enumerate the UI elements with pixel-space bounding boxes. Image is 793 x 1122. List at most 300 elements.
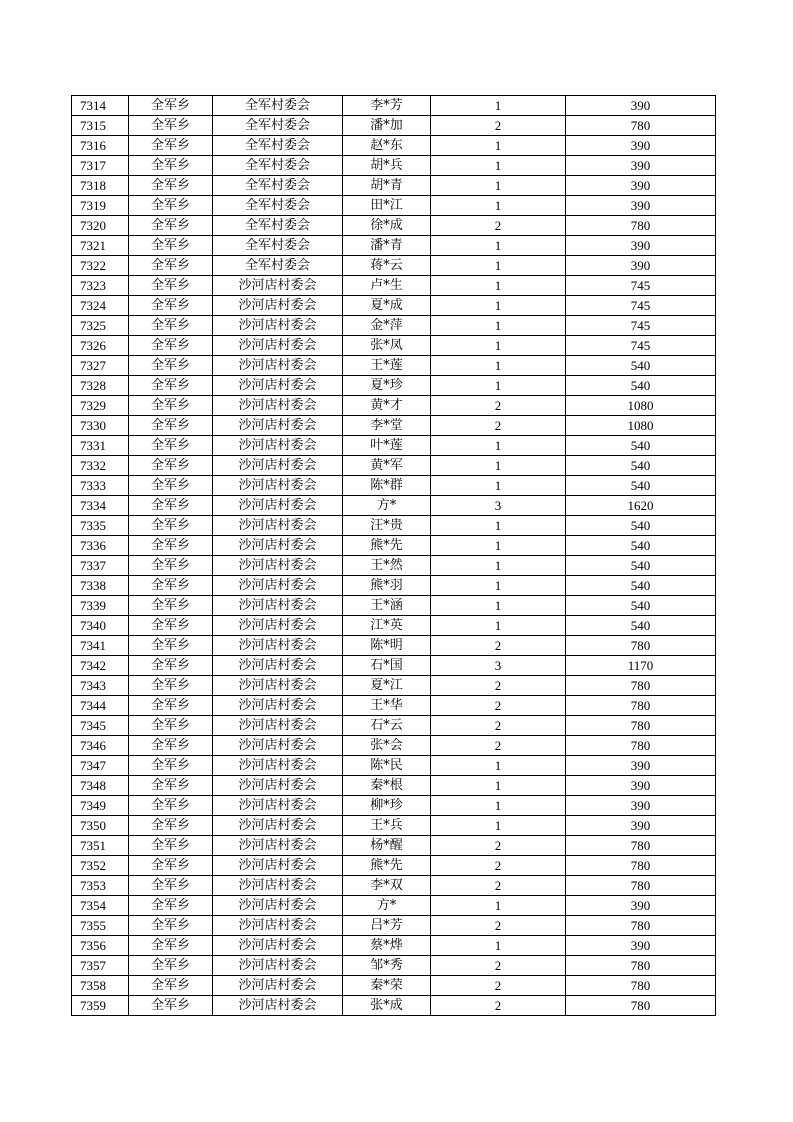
village-committee-cell: 沙河店村委会: [213, 696, 343, 716]
township-cell: 全军乡: [129, 916, 213, 936]
township-cell: 全军乡: [129, 616, 213, 636]
table-row: [72, 896, 716, 916]
recipient-name-cell: 杨*醒: [343, 836, 431, 856]
table-row: [72, 856, 716, 876]
amount-cell: 780: [566, 116, 716, 136]
record-number-cell: 7336: [72, 536, 129, 556]
village-committee-cell: 全军村委会: [213, 216, 343, 236]
household-count-cell: 1: [431, 456, 566, 476]
record-number-cell: 7331: [72, 436, 129, 456]
household-count-cell: 1: [431, 576, 566, 596]
household-count-cell: 1: [431, 756, 566, 776]
record-number-cell: 7319: [72, 196, 129, 216]
recipient-name-cell: 邹*秀: [343, 956, 431, 976]
amount-cell: 780: [566, 856, 716, 876]
amount-cell: 1620: [566, 496, 716, 516]
township-cell: 全军乡: [129, 496, 213, 516]
township-cell: 全军乡: [129, 696, 213, 716]
table-row: [72, 916, 716, 936]
village-committee-cell: 沙河店村委会: [213, 776, 343, 796]
amount-cell: 780: [566, 996, 716, 1016]
amount-cell: 1080: [566, 396, 716, 416]
amount-cell: 780: [566, 836, 716, 856]
roster-table: [71, 95, 716, 1016]
village-committee-cell: 沙河店村委会: [213, 916, 343, 936]
village-committee-cell: 沙河店村委会: [213, 636, 343, 656]
amount-cell: 745: [566, 296, 716, 316]
household-count-cell: 2: [431, 956, 566, 976]
table-row: [72, 676, 716, 696]
household-count-cell: 1: [431, 516, 566, 536]
table-row: [72, 536, 716, 556]
recipient-name-cell: 王*华: [343, 696, 431, 716]
township-cell: 全军乡: [129, 296, 213, 316]
amount-cell: 390: [566, 196, 716, 216]
village-committee-cell: 沙河店村委会: [213, 996, 343, 1016]
township-cell: 全军乡: [129, 756, 213, 776]
record-number-cell: 7353: [72, 876, 129, 896]
amount-cell: 390: [566, 936, 716, 956]
table-row: [72, 376, 716, 396]
household-count-cell: 1: [431, 156, 566, 176]
village-committee-cell: 全军村委会: [213, 96, 343, 116]
household-count-cell: 2: [431, 116, 566, 136]
record-number-cell: 7333: [72, 476, 129, 496]
household-count-cell: 1: [431, 176, 566, 196]
household-count-cell: 1: [431, 356, 566, 376]
recipient-name-cell: 张*成: [343, 996, 431, 1016]
household-count-cell: 2: [431, 716, 566, 736]
amount-cell: 390: [566, 236, 716, 256]
village-committee-cell: 沙河店村委会: [213, 516, 343, 536]
table-row: [72, 176, 716, 196]
recipient-name-cell: 陈*民: [343, 756, 431, 776]
amount-cell: 540: [566, 516, 716, 536]
recipient-name-cell: 金*萍: [343, 316, 431, 336]
table-row: [72, 876, 716, 896]
village-committee-cell: 沙河店村委会: [213, 876, 343, 896]
recipient-name-cell: 王*莲: [343, 356, 431, 376]
household-count-cell: 1: [431, 776, 566, 796]
amount-cell: 780: [566, 716, 716, 736]
township-cell: 全军乡: [129, 376, 213, 396]
village-committee-cell: 沙河店村委会: [213, 716, 343, 736]
township-cell: 全军乡: [129, 336, 213, 356]
recipient-name-cell: 夏*江: [343, 676, 431, 696]
amount-cell: 390: [566, 796, 716, 816]
amount-cell: 540: [566, 376, 716, 396]
recipient-name-cell: 王*兵: [343, 816, 431, 836]
village-committee-cell: 沙河店村委会: [213, 676, 343, 696]
recipient-name-cell: 徐*成: [343, 216, 431, 236]
household-count-cell: 2: [431, 676, 566, 696]
township-cell: 全军乡: [129, 596, 213, 616]
village-committee-cell: 全军村委会: [213, 256, 343, 276]
recipient-name-cell: 秦*荣: [343, 976, 431, 996]
recipient-name-cell: 夏*成: [343, 296, 431, 316]
record-number-cell: 7359: [72, 996, 129, 1016]
amount-cell: 540: [566, 616, 716, 636]
amount-cell: 540: [566, 456, 716, 476]
record-number-cell: 7315: [72, 116, 129, 136]
household-count-cell: 3: [431, 496, 566, 516]
recipient-name-cell: 夏*珍: [343, 376, 431, 396]
amount-cell: 780: [566, 736, 716, 756]
record-number-cell: 7345: [72, 716, 129, 736]
township-cell: 全军乡: [129, 636, 213, 656]
township-cell: 全军乡: [129, 716, 213, 736]
recipient-name-cell: 江*英: [343, 616, 431, 636]
household-count-cell: 1: [431, 96, 566, 116]
household-count-cell: 2: [431, 976, 566, 996]
township-cell: 全军乡: [129, 876, 213, 896]
recipient-name-cell: 潘*青: [343, 236, 431, 256]
table-row: [72, 816, 716, 836]
household-count-cell: 1: [431, 476, 566, 496]
village-committee-cell: 沙河店村委会: [213, 416, 343, 436]
recipient-name-cell: 卢*生: [343, 276, 431, 296]
township-cell: 全军乡: [129, 556, 213, 576]
record-number-cell: 7347: [72, 756, 129, 776]
recipient-name-cell: 石*国: [343, 656, 431, 676]
table-row: [72, 236, 716, 256]
amount-cell: 540: [566, 596, 716, 616]
village-committee-cell: 沙河店村委会: [213, 736, 343, 756]
table-row: [72, 356, 716, 376]
amount-cell: 1170: [566, 656, 716, 676]
record-number-cell: 7338: [72, 576, 129, 596]
table-row: [72, 516, 716, 536]
record-number-cell: 7341: [72, 636, 129, 656]
village-committee-cell: 全军村委会: [213, 176, 343, 196]
recipient-name-cell: 田*江: [343, 196, 431, 216]
amount-cell: 780: [566, 636, 716, 656]
village-committee-cell: 沙河店村委会: [213, 836, 343, 856]
table-row: [72, 556, 716, 576]
table-row: [72, 616, 716, 636]
household-count-cell: 1: [431, 796, 566, 816]
table-row: [72, 216, 716, 236]
record-number-cell: 7343: [72, 676, 129, 696]
record-number-cell: 7350: [72, 816, 129, 836]
amount-cell: 780: [566, 216, 716, 236]
household-count-cell: 1: [431, 536, 566, 556]
record-number-cell: 7337: [72, 556, 129, 576]
table-row: [72, 696, 716, 716]
recipient-name-cell: 胡*兵: [343, 156, 431, 176]
recipient-name-cell: 潘*加: [343, 116, 431, 136]
table-row: [72, 96, 716, 116]
table-row: [72, 836, 716, 856]
village-committee-cell: 沙河店村委会: [213, 356, 343, 376]
township-cell: 全军乡: [129, 176, 213, 196]
township-cell: 全军乡: [129, 576, 213, 596]
recipient-name-cell: 石*云: [343, 716, 431, 736]
record-number-cell: 7340: [72, 616, 129, 636]
recipient-name-cell: 黄*军: [343, 456, 431, 476]
record-number-cell: 7352: [72, 856, 129, 876]
village-committee-cell: 沙河店村委会: [213, 496, 343, 516]
amount-cell: 540: [566, 576, 716, 596]
table-row: [72, 156, 716, 176]
household-count-cell: 1: [431, 316, 566, 336]
village-committee-cell: 沙河店村委会: [213, 816, 343, 836]
village-committee-cell: 全军村委会: [213, 196, 343, 216]
recipient-name-cell: 柳*珍: [343, 796, 431, 816]
recipient-name-cell: 熊*先: [343, 856, 431, 876]
amount-cell: 390: [566, 756, 716, 776]
record-number-cell: 7318: [72, 176, 129, 196]
amount-cell: 1080: [566, 416, 716, 436]
township-cell: 全军乡: [129, 216, 213, 236]
village-committee-cell: 沙河店村委会: [213, 756, 343, 776]
table-row: [72, 596, 716, 616]
township-cell: 全军乡: [129, 356, 213, 376]
village-committee-cell: 沙河店村委会: [213, 456, 343, 476]
record-number-cell: 7335: [72, 516, 129, 536]
record-number-cell: 7332: [72, 456, 129, 476]
amount-cell: 390: [566, 156, 716, 176]
township-cell: 全军乡: [129, 836, 213, 856]
township-cell: 全军乡: [129, 736, 213, 756]
household-count-cell: 1: [431, 336, 566, 356]
village-committee-cell: 全军村委会: [213, 116, 343, 136]
table-row: [72, 576, 716, 596]
township-cell: 全军乡: [129, 976, 213, 996]
table-row: [72, 256, 716, 276]
record-number-cell: 7326: [72, 336, 129, 356]
township-cell: 全军乡: [129, 416, 213, 436]
township-cell: 全军乡: [129, 476, 213, 496]
recipient-name-cell: 陈*明: [343, 636, 431, 656]
record-number-cell: 7322: [72, 256, 129, 276]
village-committee-cell: 沙河店村委会: [213, 616, 343, 636]
village-committee-cell: 沙河店村委会: [213, 796, 343, 816]
household-count-cell: 1: [431, 276, 566, 296]
village-committee-cell: 沙河店村委会: [213, 436, 343, 456]
recipient-name-cell: 方*: [343, 896, 431, 916]
amount-cell: 780: [566, 876, 716, 896]
township-cell: 全军乡: [129, 796, 213, 816]
recipient-name-cell: 黄*才: [343, 396, 431, 416]
table-row: [72, 936, 716, 956]
township-cell: 全军乡: [129, 536, 213, 556]
village-committee-cell: 沙河店村委会: [213, 556, 343, 576]
amount-cell: 540: [566, 356, 716, 376]
recipient-name-cell: 熊*先: [343, 536, 431, 556]
amount-cell: 390: [566, 136, 716, 156]
township-cell: 全军乡: [129, 236, 213, 256]
household-count-cell: 1: [431, 376, 566, 396]
township-cell: 全军乡: [129, 136, 213, 156]
village-committee-cell: 全军村委会: [213, 136, 343, 156]
amount-cell: 780: [566, 916, 716, 936]
township-cell: 全军乡: [129, 456, 213, 476]
household-count-cell: 2: [431, 876, 566, 896]
record-number-cell: 7334: [72, 496, 129, 516]
township-cell: 全军乡: [129, 316, 213, 336]
township-cell: 全军乡: [129, 656, 213, 676]
table-row: [72, 756, 716, 776]
record-number-cell: 7344: [72, 696, 129, 716]
household-count-cell: 1: [431, 236, 566, 256]
village-committee-cell: 沙河店村委会: [213, 376, 343, 396]
village-committee-cell: 沙河店村委会: [213, 956, 343, 976]
table-row: [72, 996, 716, 1016]
village-committee-cell: 沙河店村委会: [213, 336, 343, 356]
township-cell: 全军乡: [129, 276, 213, 296]
record-number-cell: 7355: [72, 916, 129, 936]
household-count-cell: 2: [431, 216, 566, 236]
record-number-cell: 7356: [72, 936, 129, 956]
amount-cell: 390: [566, 96, 716, 116]
township-cell: 全军乡: [129, 156, 213, 176]
amount-cell: 540: [566, 476, 716, 496]
household-count-cell: 2: [431, 396, 566, 416]
recipient-name-cell: 胡*青: [343, 176, 431, 196]
township-cell: 全军乡: [129, 676, 213, 696]
household-count-cell: 2: [431, 696, 566, 716]
table-row: [72, 776, 716, 796]
record-number-cell: 7316: [72, 136, 129, 156]
recipient-name-cell: 方*: [343, 496, 431, 516]
village-committee-cell: 全军村委会: [213, 236, 343, 256]
recipient-name-cell: 张*凤: [343, 336, 431, 356]
township-cell: 全军乡: [129, 256, 213, 276]
record-number-cell: 7346: [72, 736, 129, 756]
township-cell: 全军乡: [129, 396, 213, 416]
record-number-cell: 7325: [72, 316, 129, 336]
table-row: [72, 136, 716, 156]
village-committee-cell: 沙河店村委会: [213, 896, 343, 916]
household-count-cell: 2: [431, 736, 566, 756]
recipient-name-cell: 陈*群: [343, 476, 431, 496]
amount-cell: 780: [566, 676, 716, 696]
recipient-name-cell: 吕*芳: [343, 916, 431, 936]
record-number-cell: 7357: [72, 956, 129, 976]
township-cell: 全军乡: [129, 776, 213, 796]
township-cell: 全军乡: [129, 896, 213, 916]
township-cell: 全军乡: [129, 516, 213, 536]
household-count-cell: 1: [431, 136, 566, 156]
household-count-cell: 2: [431, 916, 566, 936]
recipient-name-cell: 蒋*云: [343, 256, 431, 276]
record-number-cell: 7348: [72, 776, 129, 796]
household-count-cell: 1: [431, 556, 566, 576]
record-number-cell: 7339: [72, 596, 129, 616]
village-committee-cell: 沙河店村委会: [213, 276, 343, 296]
amount-cell: 780: [566, 976, 716, 996]
table-row: [72, 976, 716, 996]
township-cell: 全军乡: [129, 856, 213, 876]
table-row: [72, 656, 716, 676]
village-committee-cell: 沙河店村委会: [213, 976, 343, 996]
village-committee-cell: 沙河店村委会: [213, 476, 343, 496]
recipient-name-cell: 赵*东: [343, 136, 431, 156]
table-row: [72, 736, 716, 756]
amount-cell: 780: [566, 696, 716, 716]
amount-cell: 540: [566, 556, 716, 576]
amount-cell: 540: [566, 436, 716, 456]
record-number-cell: 7327: [72, 356, 129, 376]
village-committee-cell: 沙河店村委会: [213, 536, 343, 556]
household-count-cell: 1: [431, 296, 566, 316]
household-count-cell: 1: [431, 596, 566, 616]
township-cell: 全军乡: [129, 116, 213, 136]
household-count-cell: 2: [431, 836, 566, 856]
record-number-cell: 7330: [72, 416, 129, 436]
amount-cell: 745: [566, 276, 716, 296]
household-count-cell: 2: [431, 416, 566, 436]
record-number-cell: 7314: [72, 96, 129, 116]
record-number-cell: 7324: [72, 296, 129, 316]
record-number-cell: 7358: [72, 976, 129, 996]
township-cell: 全军乡: [129, 816, 213, 836]
document-page: [71, 95, 715, 1016]
amount-cell: 745: [566, 336, 716, 356]
village-committee-cell: 沙河店村委会: [213, 316, 343, 336]
recipient-name-cell: 李*堂: [343, 416, 431, 436]
amount-cell: 390: [566, 776, 716, 796]
table-row: [72, 636, 716, 656]
village-committee-cell: 全军村委会: [213, 156, 343, 176]
record-number-cell: 7321: [72, 236, 129, 256]
household-count-cell: 1: [431, 616, 566, 636]
village-committee-cell: 沙河店村委会: [213, 936, 343, 956]
township-cell: 全军乡: [129, 196, 213, 216]
record-number-cell: 7328: [72, 376, 129, 396]
table-row: [72, 396, 716, 416]
record-number-cell: 7354: [72, 896, 129, 916]
table-row: [72, 416, 716, 436]
amount-cell: 390: [566, 256, 716, 276]
recipient-name-cell: 熊*羽: [343, 576, 431, 596]
recipient-name-cell: 李*芳: [343, 96, 431, 116]
amount-cell: 390: [566, 816, 716, 836]
household-count-cell: 1: [431, 256, 566, 276]
household-count-cell: 1: [431, 816, 566, 836]
record-number-cell: 7323: [72, 276, 129, 296]
table-row: [72, 476, 716, 496]
household-count-cell: 1: [431, 436, 566, 456]
record-number-cell: 7317: [72, 156, 129, 176]
village-committee-cell: 沙河店村委会: [213, 396, 343, 416]
table-row: [72, 296, 716, 316]
recipient-name-cell: 叶*莲: [343, 436, 431, 456]
amount-cell: 390: [566, 896, 716, 916]
recipient-name-cell: 王*然: [343, 556, 431, 576]
village-committee-cell: 沙河店村委会: [213, 576, 343, 596]
village-committee-cell: 沙河店村委会: [213, 596, 343, 616]
table-row: [72, 956, 716, 976]
amount-cell: 540: [566, 536, 716, 556]
table-row: [72, 116, 716, 136]
recipient-name-cell: 王*涵: [343, 596, 431, 616]
table-row: [72, 716, 716, 736]
household-count-cell: 1: [431, 896, 566, 916]
recipient-name-cell: 李*双: [343, 876, 431, 896]
record-number-cell: 7320: [72, 216, 129, 236]
household-count-cell: 2: [431, 996, 566, 1016]
household-count-cell: 1: [431, 936, 566, 956]
household-count-cell: 1: [431, 196, 566, 216]
amount-cell: 780: [566, 956, 716, 976]
table-row: [72, 276, 716, 296]
table-row: [72, 436, 716, 456]
record-number-cell: 7351: [72, 836, 129, 856]
table-row: [72, 496, 716, 516]
roster-table-body: [72, 96, 716, 1016]
